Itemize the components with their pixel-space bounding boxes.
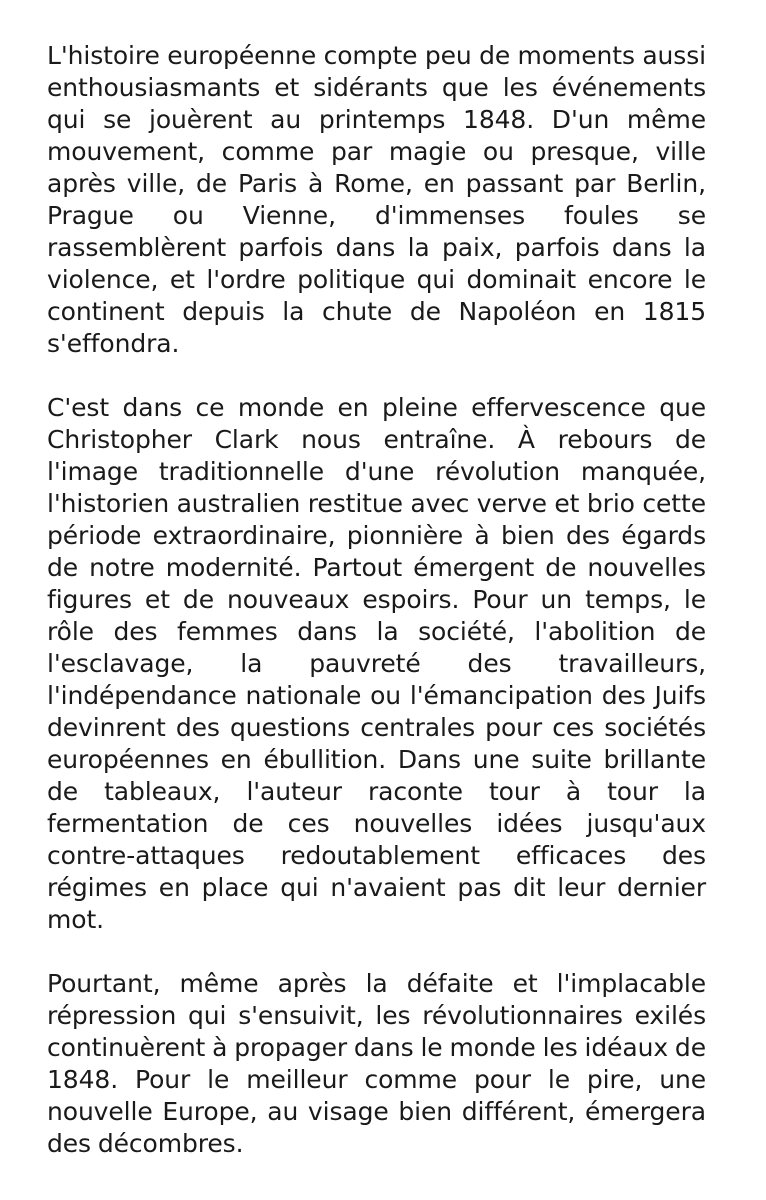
paragraph-2: C'est dans ce monde en pleine effervescence que Christopher Clark nous entraîne. À rebours de l'image traditionnelle d'une révolution manquée, l'historien australien restitue avec verve et brio cette période extraordinaire, pionnière à bien des égards de notre modernité. Partout émergent de nouvelles figures et de nouveaux espoirs. Pour un temps, le rôle des femmes dans la société, l'abolition de l'esclavage, la pauvreté des travailleurs, l'indépendance nationale ou l'émancipation des Juifs devinrent des questions centrales pour ces sociétés européennes en ébullition. Dans une suite brillante de tableaux, l'auteur raconte tour à tour la fermentation de ces nouvelles idées jusqu'aux contre-attaques redoutablement efficaces des régimes en place qui n'avaient pas dit leur dernier mot. [47, 393, 706, 934]
book-description [47, 40, 706, 1160]
paragraph-3: Pourtant, même après la défaite et l'implacable répression qui s'ensuivit, les révolutionnaires exilés continuèrent à propager dans le monde les idéaux de 1848. Pour le meilleur comme pour le pire, une nouvelle Europe, au visage bien différent, émergera des décombres. [47, 969, 706, 1158]
paragraph-1: L'histoire européenne compte peu de moments aussi enthousiasmants et sidérants que les événements qui se jouèrent au printemps 1848. D'un même mouvement, comme par magie ou presque, ville après ville, de Paris à Rome, en passant par Berlin, Prague ou Vienne, d'immenses foules se rassemblèrent parfois dans la paix, parfois dans la violence, et l'ordre politique qui dominait encore le continent depuis la chute de Napoléon en 1815 s'effondra. [47, 41, 706, 358]
